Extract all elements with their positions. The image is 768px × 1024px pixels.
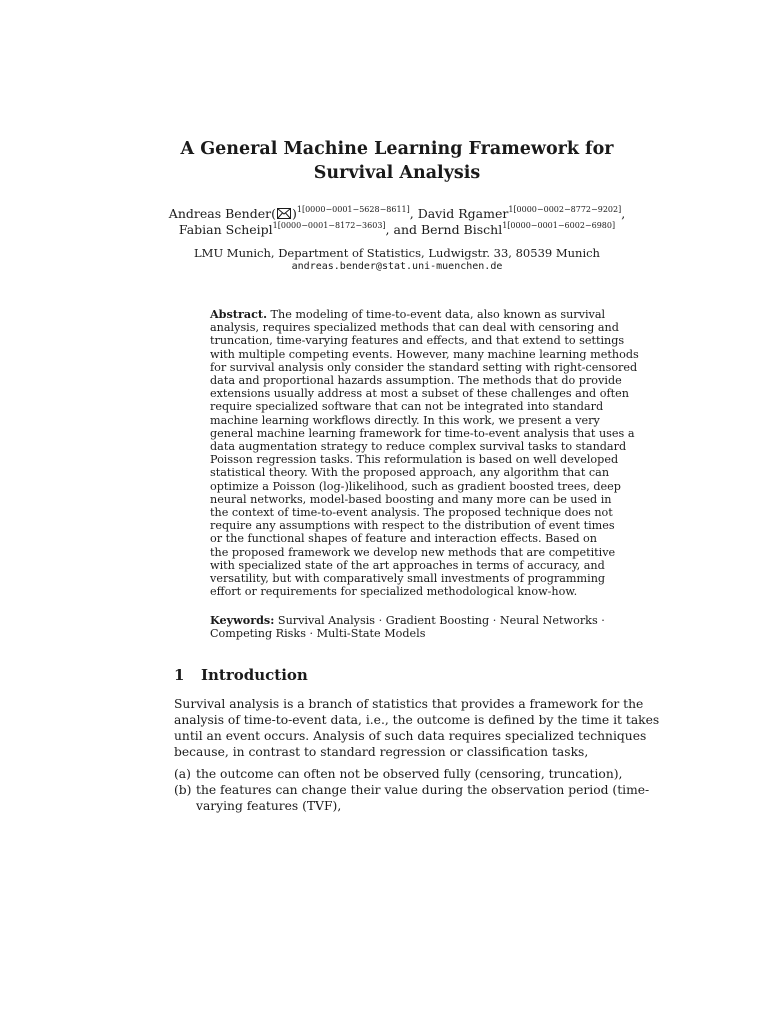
author-rgamer: , David Rgamer [409, 206, 509, 221]
affiliation-block [150, 246, 644, 274]
abstract-label: Abstract. [210, 307, 267, 321]
author-line-2 [150, 222, 644, 238]
section-title: Introduction [201, 666, 308, 684]
author-bender: Andreas Bender( [168, 206, 276, 221]
intro-paragraph: Survival analysis is a branch of statistics that provides a framework for the analysis of time-to-event data, i.e., the outcome is defined by the time it takes until an event occurs. Analysis of such data requires specialized techniques because, in contrast to standard regression or classification tasks, [174, 697, 660, 759]
challenge-list [174, 766, 650, 814]
orcid-bischl: 1[0000−0001−6002−6980] [502, 221, 616, 230]
section-heading [174, 665, 308, 685]
list-item-continuation: varying features (TVF), [196, 799, 342, 813]
author-bischl: , and Bernd Bischl [385, 222, 503, 237]
paper-title [150, 137, 644, 185]
title-line-2: Survival Analysis [313, 163, 481, 183]
section-number: 1 [174, 666, 185, 684]
author-list [150, 206, 644, 238]
abstract: Abstract. The modeling of time-to-event data, also known as survival analysis, requires specialized methods that can deal with censoring and truncation, time-varying features and effects, and that extend to settings with multiple competing events. However, many machine learning methods for survival analysis only consider the standard setting with right-censored data and proportional hazards assumption. The methods that do provide extensions usually address at most a subset of these challenges and often require specialized software that can not be integrated into standard machine learning workflows directly. In this work, we present a very general machine learning framework for time-to-event analysis that uses a data augmentation strategy to reduce complex survival tasks to standard Poisson regression tasks. This reformulation is based on well developed statistical theory. With the proposed approach, any algorithm that can optimize a Poisson (log-)likelihood, such as gradient boosted trees, deep neural networks, model-based boosting and many more can be used in the context of time-to-event analysis. The proposed technique does not require any assumptions with respect to the distribution of event times or the functional shapes of feature and interaction effects. Based on the proposed framework we develop new methods that are competitive with specialized state of the art approaches in terms of accuracy, and versatility, but with comparatively small investments of programming effort or requirements for specialized methodological know-how. [210, 307, 639, 599]
orcid-scheipl: 1[0000−0001−8172−3603] [272, 221, 386, 230]
author-email: andreas.bender@stat.uni-muenchen.de [291, 261, 503, 272]
list-item: (b) the features can change their value during the observation period (time- [174, 783, 650, 797]
orcid-rgamer: 1[0000−0002−8772−9202] [508, 205, 622, 214]
affiliation: LMU Munich, Department of Statistics, Ludwigstr. 33, 80539 Munich [194, 246, 600, 260]
keywords-label: Keywords: [210, 613, 275, 627]
author-scheipl: Fabian Scheipl [178, 222, 273, 237]
orcid-bender: 1[0000−0001−5628−8611] [296, 205, 410, 214]
title-line-1: A General Machine Learning Framework for [180, 139, 614, 159]
envelope-icon [277, 208, 291, 219]
author-line-1: Andreas Bender( )$^{1[0000-0001-5628-8611]}$, David Rgamer$^{1[0000-0002-8772-9202]}$, [168, 205, 626, 221]
keywords: Keywords: Survival Analysis · Gradient Boosting · Neural Networks · Competing Risks · Multi-State Models [210, 613, 605, 641]
list-item: (a) the outcome can often not be observed fully (censoring, truncation), [174, 767, 623, 781]
